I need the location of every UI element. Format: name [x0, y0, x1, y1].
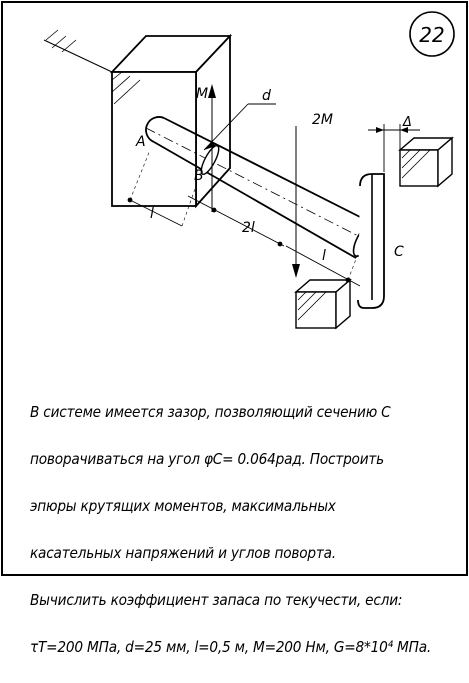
gap-label: Δ [403, 115, 412, 130]
label-l2: l [322, 248, 326, 264]
label-d: d [262, 88, 271, 104]
lever-arm [358, 174, 384, 308]
task-line: касательных напряжений и углов поворта. [30, 543, 336, 562]
point-c: C [394, 244, 404, 260]
task-line: Вычислить коэффициент запаса по текучести, если: [30, 590, 403, 609]
label-2m: 2M [312, 112, 333, 128]
point-b: B [194, 168, 204, 184]
label-m: M [196, 86, 209, 102]
torque-2m-arrow [292, 126, 300, 278]
task-line: τT=200 МПа, d=25 мм, l=0,5 м, M=200 Нм, G=8*10⁴ МПа. [30, 637, 432, 656]
point-a: A [136, 134, 146, 150]
label-2l: 2l [242, 220, 255, 236]
lower-stop [296, 280, 350, 328]
task-line: эпюры крутящих моментов, максимальных [30, 496, 336, 515]
task-line: поворачиваться на угол φC= 0.064рад. Построить [30, 449, 384, 468]
dimension-2l [188, 196, 284, 246]
upper-stop [400, 138, 452, 186]
label-l1: l [150, 206, 154, 222]
problem-number: 22 [419, 23, 445, 47]
task-line: В системе имеется зазор, позволяющий сечению С [30, 402, 391, 421]
problem-statement [30, 377, 460, 683]
